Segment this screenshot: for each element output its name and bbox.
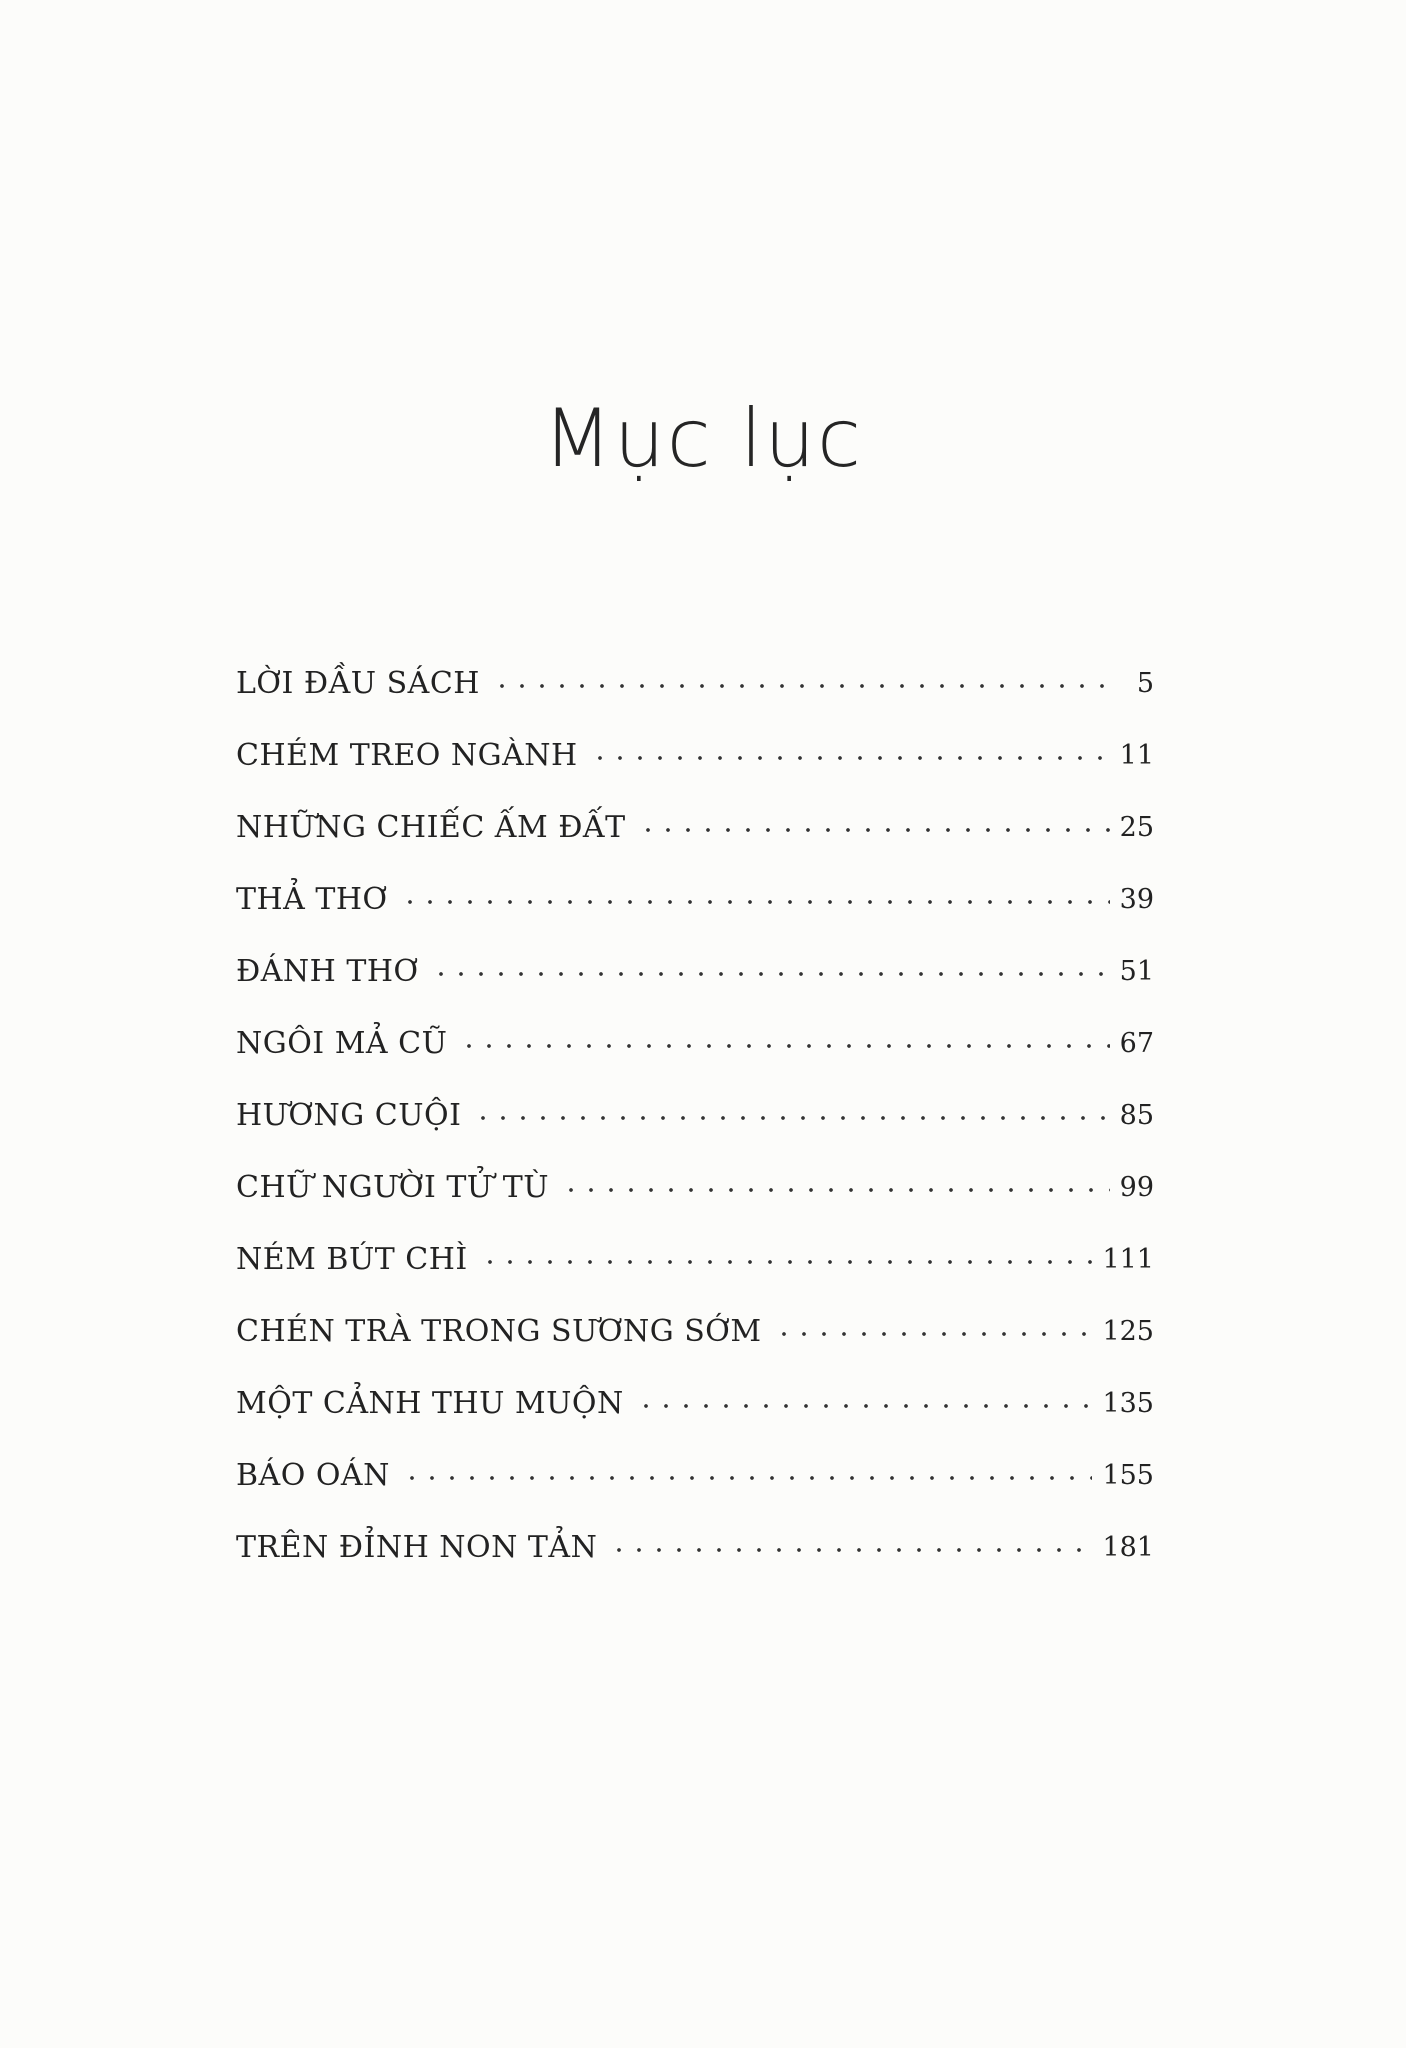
dot-leader bbox=[561, 1188, 1110, 1192]
toc-entry bbox=[236, 719, 1154, 791]
toc-entry-title: NGÔI MẢ CŨ bbox=[236, 1025, 448, 1061]
toc-entry bbox=[236, 1079, 1154, 1151]
toc-entry-page: 125 bbox=[1102, 1315, 1154, 1347]
toc-entry bbox=[236, 647, 1154, 719]
dot-leader bbox=[480, 1260, 1093, 1264]
table-of-contents bbox=[236, 647, 1154, 1583]
toc-entry-page: 39 bbox=[1119, 883, 1154, 915]
toc-entry-page: 135 bbox=[1102, 1387, 1154, 1419]
toc-entry-page: 99 bbox=[1119, 1171, 1154, 1203]
toc-entry-page: 67 bbox=[1119, 1027, 1154, 1059]
toc-entry bbox=[236, 1007, 1154, 1079]
dot-leader bbox=[636, 1404, 1093, 1408]
page-title: Mục lục bbox=[542, 392, 864, 485]
dot-leader bbox=[590, 756, 1110, 760]
toc-entry-page: 5 bbox=[1136, 667, 1154, 699]
toc-entry-page: 181 bbox=[1102, 1531, 1154, 1563]
toc-entry bbox=[236, 1223, 1154, 1295]
toc-entry-title: THẢ THƠ bbox=[236, 881, 388, 917]
dot-leader bbox=[638, 828, 1110, 832]
toc-entry-title: HƯƠNG CUỘI bbox=[236, 1097, 462, 1133]
toc-entry-title: TRÊN ĐỈNH NON TẢN bbox=[236, 1529, 598, 1565]
toc-entry-title: MỘT CẢNH THU MUỘN bbox=[236, 1385, 624, 1421]
toc-entry-title: CHÉM TREO NGÀNH bbox=[236, 737, 578, 773]
toc-entry-page: 51 bbox=[1119, 955, 1154, 987]
dot-leader bbox=[400, 900, 1110, 904]
toc-entry-title: CHÉN TRÀ TRONG SƯƠNG SỚM bbox=[236, 1313, 762, 1349]
dot-leader bbox=[473, 1116, 1109, 1120]
toc-entry-title: ĐÁNH THƠ bbox=[236, 953, 419, 989]
toc-entry bbox=[236, 1295, 1154, 1367]
dot-leader bbox=[431, 972, 1110, 976]
toc-entry-title: NÉM BÚT CHÌ bbox=[236, 1241, 468, 1277]
dot-leader bbox=[459, 1044, 1109, 1048]
toc-entry-title: CHỮ NGƯỜI TỬ TÙ bbox=[236, 1169, 550, 1205]
toc-entry-title: NHỮNG CHIẾC ẤM ĐẤT bbox=[236, 809, 626, 845]
toc-entry bbox=[236, 1439, 1154, 1511]
toc-entry bbox=[236, 791, 1154, 863]
dot-leader bbox=[609, 1548, 1092, 1552]
dot-leader bbox=[402, 1476, 1093, 1480]
toc-entry bbox=[236, 863, 1154, 935]
toc-entry-page: 25 bbox=[1119, 811, 1154, 843]
toc-entry bbox=[236, 1151, 1154, 1223]
dot-leader bbox=[492, 684, 1110, 688]
toc-entry-page: 11 bbox=[1119, 739, 1154, 771]
toc-entry bbox=[236, 1511, 1154, 1583]
toc-entry-title: BÁO OÁN bbox=[236, 1457, 390, 1493]
toc-entry-page: 155 bbox=[1102, 1459, 1154, 1491]
toc-entry-page: 85 bbox=[1119, 1099, 1154, 1131]
toc-entry-page: 111 bbox=[1102, 1243, 1154, 1275]
toc-entry bbox=[236, 935, 1154, 1007]
toc-entry bbox=[236, 1367, 1154, 1439]
dot-leader bbox=[774, 1332, 1093, 1336]
toc-entry-title: LỜI ĐẦU SÁCH bbox=[236, 665, 480, 701]
